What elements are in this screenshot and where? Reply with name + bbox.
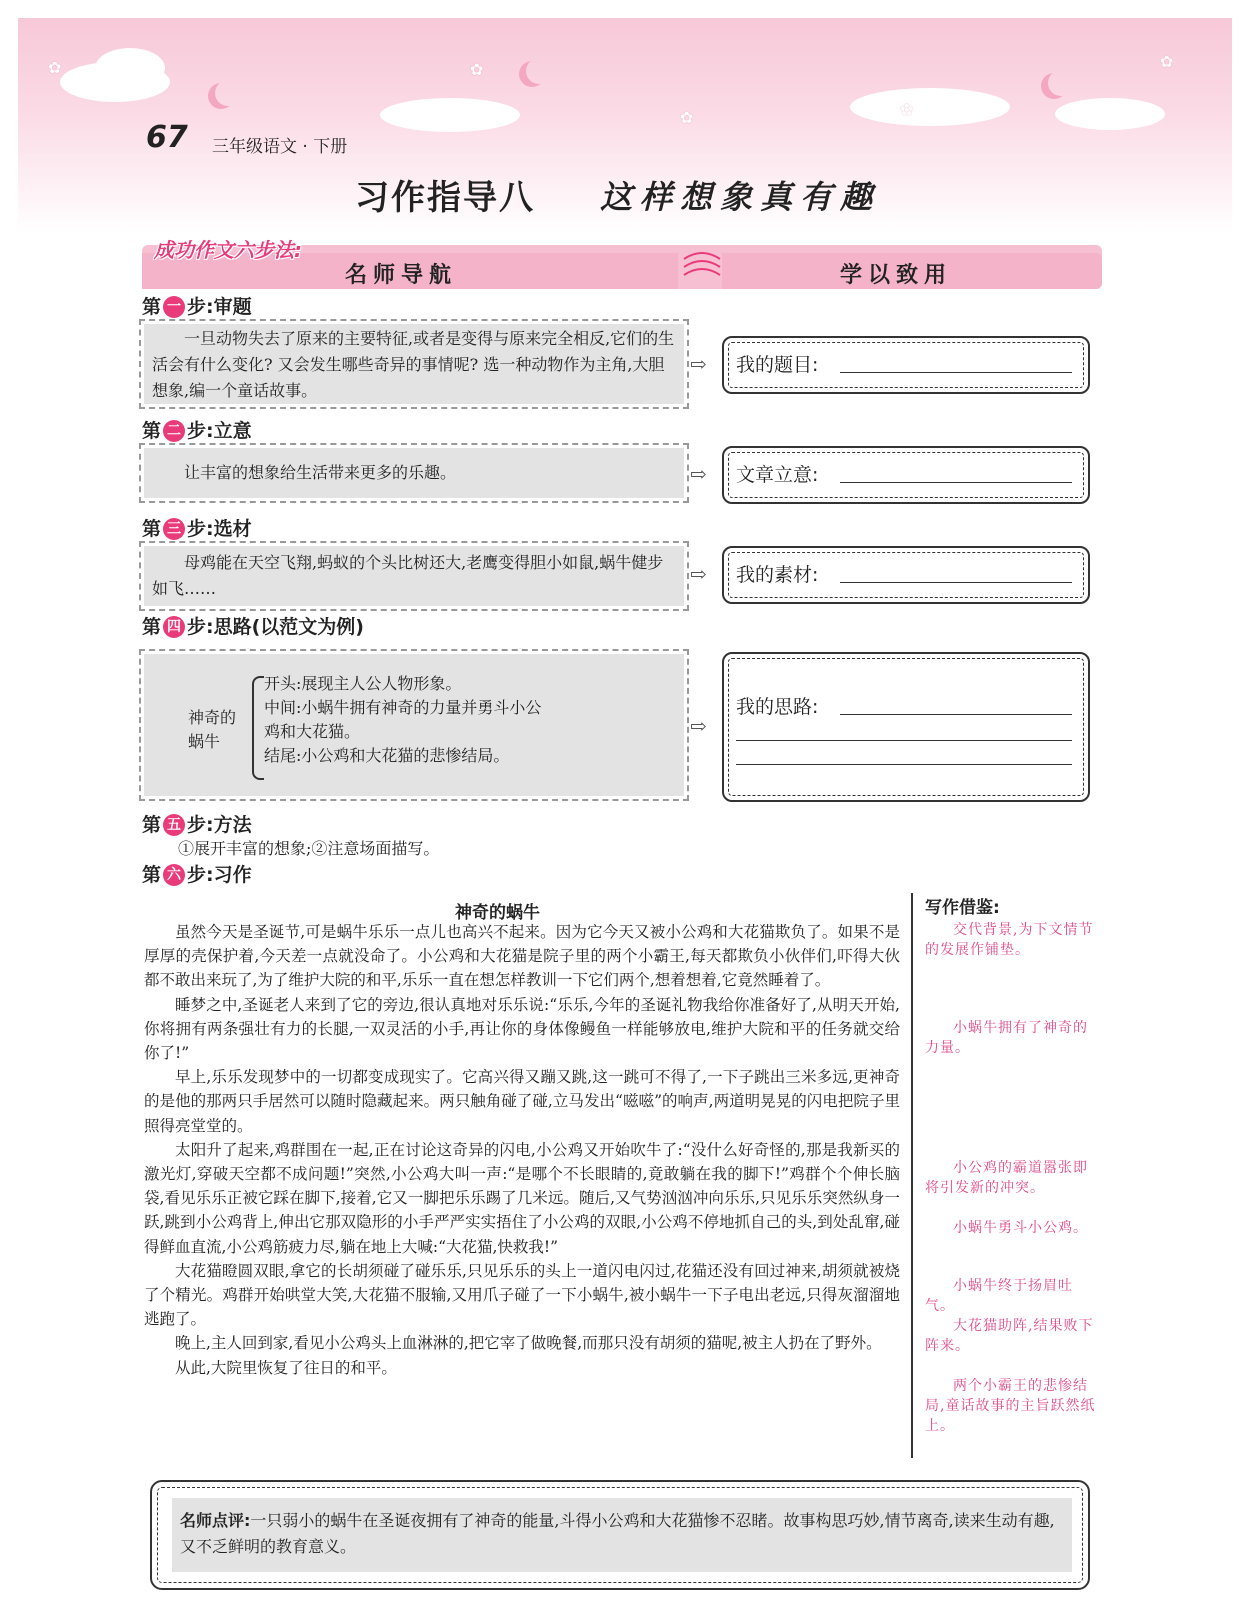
my-outline-line[interactable] (840, 714, 1072, 715)
side-note: 小蜗牛终于扬眉吐气。 (925, 1278, 1073, 1314)
outline-title: 神奇的蜗牛 (188, 708, 237, 751)
step-1-heading: 第 一 步:审题 (142, 296, 252, 318)
my-outline-box[interactable] (722, 652, 1090, 802)
teacher-comment-box (150, 1480, 1090, 1590)
arrow-icon: ⇨ (690, 562, 707, 586)
page-title: 习作指导八 (355, 178, 535, 218)
side-heading: 写作借鉴: (925, 898, 1000, 918)
step-6-heading: 第 六 步:习作 (142, 864, 252, 886)
arrow-icon: ⇨ (690, 714, 707, 738)
arrow-icon: ⇨ (690, 462, 707, 486)
side-note: 小蜗牛勇斗小公鸡。 (953, 1220, 1088, 1236)
star-icon: ✿ (900, 100, 914, 119)
side-divider (911, 893, 913, 1458)
cloud-decoration (1055, 98, 1165, 130)
wave-divider-icon (680, 247, 724, 287)
my-material-box[interactable] (722, 546, 1090, 604)
my-intent-label: 文章立意: (736, 464, 819, 486)
my-material-line[interactable] (840, 582, 1072, 583)
guide-heading: 名师导航 (345, 263, 458, 288)
my-topic-label: 我的题目: (736, 354, 819, 376)
outline-brace (252, 676, 264, 780)
comment-label: 名师点评: (180, 1511, 251, 1530)
my-material-label: 我的素材: (736, 564, 819, 586)
my-topic-line[interactable] (840, 372, 1072, 373)
method-text: ①展开丰富的想象;②注意场面描写。 (178, 839, 440, 858)
article-title: 神奇的蜗牛 (455, 903, 540, 923)
my-intent-line[interactable] (840, 482, 1072, 483)
moon-icon (526, 58, 552, 84)
outline-end: 结尾:小公鸡和大花猫的悲惨结局。 (264, 746, 510, 765)
star-icon: ✿ (48, 58, 62, 77)
arrow-icon: ⇨ (690, 352, 707, 376)
star-icon: ✿ (680, 108, 694, 127)
step-4-heading: 第 四 步:思路(以范文为例) (142, 616, 364, 638)
article-paragraph: 睡梦之中,圣诞老人来到了它的旁边,很认真地对乐乐说:“乐乐,今年的圣诞礼物我给你准备好了,从明天开始,你将拥有两条强壮有力的长腿,一双灵活的小手,再让你的身体像鳗鱼一样能够放电,维护大院和平的任务就交给你了!” (144, 995, 900, 1063)
page-subtitle: 这样想象真有趣 (600, 178, 881, 216)
side-note: 小蜗牛拥有了神奇的力量。 (925, 1020, 1088, 1056)
teacher-comment (180, 1508, 1064, 1560)
my-outline-label: 我的思路: (736, 696, 819, 718)
moon-icon (215, 80, 241, 106)
cloud-decoration (850, 88, 1010, 126)
side-note: 交代背景,为下文情节的发展作铺垫。 (925, 922, 1094, 958)
side-note: 两个小霸王的悲惨结局,童话故事的主旨跃然纸上。 (925, 1378, 1096, 1434)
my-intent-box[interactable] (722, 446, 1090, 504)
comment-text: 一只弱小的蜗牛在圣诞夜拥有了神奇的能量,斗得小公鸡和大花猫惨不忍睹。故事构思巧妙,情节离奇,读来生动有趣,又不乏鲜明的教育意义。 (180, 1511, 1055, 1556)
topic-box: 一旦动物失去了原来的主要特征,或者是变得与原来完全相反,它们的生活会有什么变化? 又会发生哪些奇异的事情呢? 选一种动物作为主角,大胆想象,编一个童话故事。 (144, 324, 684, 404)
article-paragraph: 从此,大院里恢复了往日的和平。 (175, 1358, 397, 1377)
teacher-comment-panel (172, 1498, 1072, 1572)
intent-box: 让丰富的想象给生活带来更多的乐趣。 (144, 448, 684, 498)
material-box: 母鸡能在天空飞翔,蚂蚁的个头比树还大,老鹰变得胆小如鼠,蜗牛健步如飞…… (144, 546, 684, 606)
article-paragraph: 晚上,主人回到家,看见小公鸡头上血淋淋的,把它宰了做晚餐,而那只没有胡须的猫呢,被主人扔在了野外。 (175, 1334, 882, 1353)
my-outline-line[interactable] (736, 740, 1072, 741)
page-number: 67 (146, 120, 188, 155)
moon-icon (1048, 70, 1074, 96)
side-note: 小公鸡的霸道嚣张即将引发新的冲突。 (925, 1160, 1088, 1196)
my-topic-box[interactable] (722, 336, 1090, 394)
cloud-decoration (95, 48, 165, 88)
book-title: 三年级语文 · 下册 (212, 137, 348, 157)
outline-middle: 中间:小蜗牛拥有神奇的力量并勇斗小公鸡和大花猫。 (264, 698, 542, 741)
my-outline-line[interactable] (736, 764, 1072, 765)
article-paragraph: 大花猫瞪圆双眼,拿它的长胡须碰了碰乐乐,只见乐乐的头上一道闪电闪过,花猫还没有回过神来,胡须就被烧了个精光。鸡群开始哄堂大笑,大花猫不服输,又用爪子碰了一下小蜗牛,被小蜗牛一下子电出老远,只得灰溜溜地逃跑了。 (144, 1261, 900, 1329)
step-5-heading: 第 五 步:方法 (142, 814, 252, 836)
apply-heading: 学以致用 (840, 263, 953, 288)
outline-box (144, 654, 684, 796)
article-paragraph: 太阳升了起来,鸡群围在一起,正在讨论这奇异的闪电,小公鸡又开始吹牛了:“没什么好奇怪的,那是我新买的激光灯,穿破天空都不成问题!”突然,小公鸡大叫一声:“是哪个不长眼睛的,竟敢躺在我的脚下!”鸡群个个伸长脑袋,看见乐乐正被它踩在脚下,接着,它又一脚把乐乐踢了几米远。随后,又气势汹汹冲向乐乐,只见乐乐突然纵身一跃,跳到小公鸡背上,伸出它那双隐形的小手严严实实捂住了小公鸡的双眼,小公鸡不停地抓自己的头,到处乱窜,碰得鲜血直流,小公鸡筋疲力尽,躺在地上大喊:“大花猫,快救我!” (144, 1140, 900, 1256)
article-body (144, 920, 900, 1380)
step-3-heading: 第 三 步:选材 (142, 518, 252, 540)
article-paragraph: 早上,乐乐发现梦中的一切都变成现实了。它高兴得又蹦又跳,这一跳可不得了,一下子跳出三米多远,更神奇的是他的那两只手居然可以随时隐藏起来。两只触角碰了碰,立马发出“嗞嗞”的响声,两道明晃晃的闪电把院子里照得亮堂堂的。 (144, 1068, 900, 1135)
star-icon: ✿ (470, 60, 484, 79)
outline-start: 开头:展现主人公人物形象。 (264, 674, 462, 693)
article-paragraph: 虽然今天是圣诞节,可是蜗牛乐乐一点儿也高兴不起来。因为它今天又被小公鸡和大花猫欺负了。如果不是厚厚的壳保护着,今天差一点就没命了。小公鸡和大花猫是院子里的两个小霸王,每天都欺负小伙伴们,吓得大伙都不敢出来玩了,为了维护大院的和平,乐乐一直在想怎样教训一下它们两个,想着想着,它竟然睡着了。 (144, 923, 900, 990)
six-steps-label: 成功作文六步法: (154, 238, 302, 262)
step-2-heading: 第 二 步:立意 (142, 420, 252, 442)
cloud-decoration (380, 98, 520, 132)
side-note: 大花猫助阵,结果败下阵来。 (925, 1318, 1094, 1354)
star-icon: ✿ (1160, 52, 1174, 71)
